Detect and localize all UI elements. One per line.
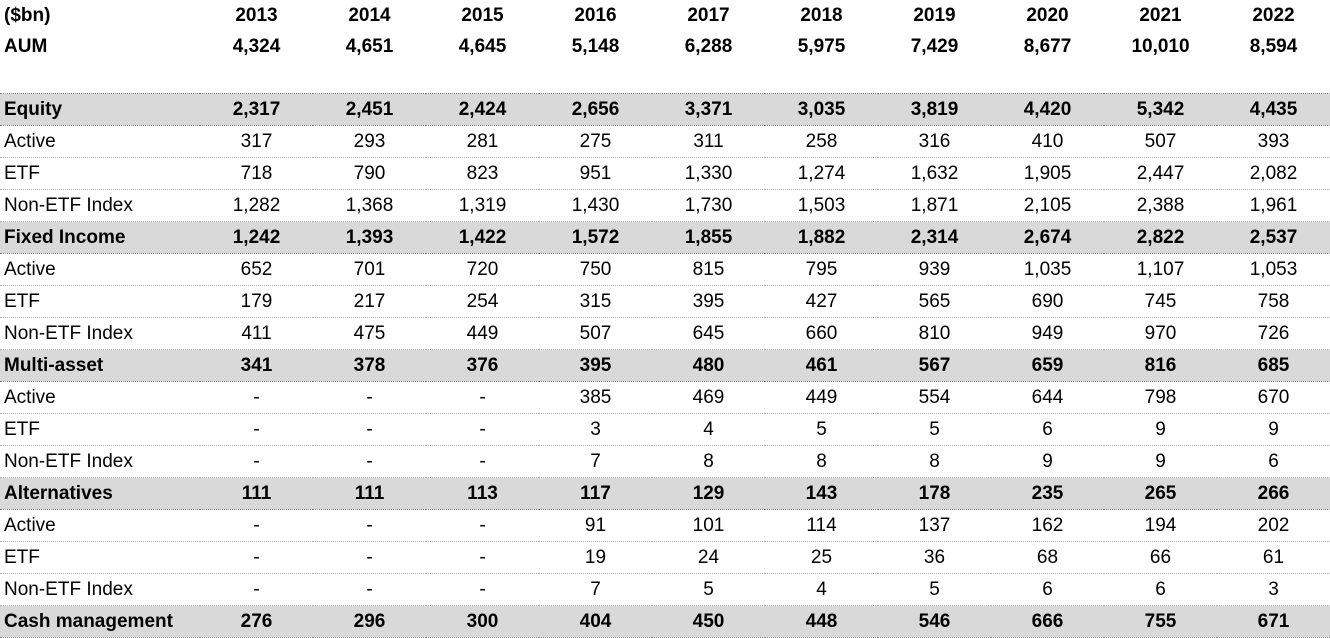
row-value: 449	[765, 382, 878, 414]
row-value: 815	[652, 254, 765, 286]
row-value: 162	[991, 510, 1104, 542]
row-value: 9	[1104, 446, 1217, 478]
row-value: 61	[1217, 542, 1330, 574]
row-value: 427	[765, 286, 878, 318]
row-value: 36	[878, 542, 991, 574]
spacer-cell	[0, 62, 1330, 94]
section-value: 341	[200, 350, 313, 382]
row-value: 5	[652, 574, 765, 606]
row-value: 951	[539, 158, 652, 190]
row-label: Active	[0, 126, 200, 158]
aum-value: 8,594	[1249, 35, 1298, 57]
section-value: 450	[652, 606, 765, 638]
row-value: 1,368	[313, 190, 426, 222]
row-value: 1,961	[1217, 190, 1330, 222]
section-value: 461	[765, 350, 878, 382]
row-label: ETF	[0, 542, 200, 574]
row-value: 507	[1104, 126, 1217, 158]
section-value: 666	[991, 606, 1104, 638]
year-header: 2013	[235, 4, 278, 26]
header-row	[0, 0, 1330, 31]
row-value: 179	[200, 286, 313, 318]
section-value: 3,035	[765, 94, 878, 126]
section-value: 2,424	[426, 94, 539, 126]
section-row	[0, 478, 1330, 510]
aum-row	[0, 31, 1330, 62]
row-value: 24	[652, 542, 765, 574]
row-value: 790	[313, 158, 426, 190]
section-value: 2,314	[878, 222, 991, 254]
aum-value: 4,651	[345, 35, 394, 57]
table-row	[0, 414, 1330, 446]
section-value: 1,882	[765, 222, 878, 254]
row-value: 1,430	[539, 190, 652, 222]
row-value: -	[200, 414, 313, 446]
row-value: -	[426, 382, 539, 414]
section-value: 1,422	[426, 222, 539, 254]
section-value: 296	[313, 606, 426, 638]
section-value: 276	[200, 606, 313, 638]
row-label: Non-ETF Index	[0, 446, 200, 478]
table-row	[0, 574, 1330, 606]
row-value: 469	[652, 382, 765, 414]
section-value: 546	[878, 606, 991, 638]
row-value: 293	[313, 126, 426, 158]
row-value: 66	[1104, 542, 1217, 574]
section-value: 671	[1217, 606, 1330, 638]
row-value: 798	[1104, 382, 1217, 414]
row-value: 6	[991, 574, 1104, 606]
row-value: 1,319	[426, 190, 539, 222]
row-value: 701	[313, 254, 426, 286]
row-value: 1,053	[1217, 254, 1330, 286]
section-value: 755	[1104, 606, 1217, 638]
row-value: 395	[652, 286, 765, 318]
row-value: 795	[765, 254, 878, 286]
row-value: 2,082	[1217, 158, 1330, 190]
row-value: 2,447	[1104, 158, 1217, 190]
row-value: 317	[200, 126, 313, 158]
section-value: 2,656	[539, 94, 652, 126]
row-value: 275	[539, 126, 652, 158]
row-value: -	[426, 542, 539, 574]
aum-value: 4,324	[232, 35, 281, 57]
section-value: 404	[539, 606, 652, 638]
row-value: 758	[1217, 286, 1330, 318]
row-value: -	[426, 414, 539, 446]
row-value: 565	[878, 286, 991, 318]
section-value: 685	[1217, 350, 1330, 382]
row-value: 258	[765, 126, 878, 158]
row-value: -	[313, 510, 426, 542]
aum-value: 8,677	[1023, 35, 1072, 57]
section-label: Alternatives	[0, 478, 200, 510]
row-value: 194	[1104, 510, 1217, 542]
section-value: 113	[426, 478, 539, 510]
row-value: -	[313, 446, 426, 478]
section-label: Multi-asset	[0, 350, 200, 382]
section-label: Equity	[0, 94, 200, 126]
table-row	[0, 382, 1330, 414]
year-header: 2021	[1139, 4, 1182, 26]
row-value: 7	[539, 574, 652, 606]
row-value: -	[313, 382, 426, 414]
table-row	[0, 542, 1330, 574]
row-value: 137	[878, 510, 991, 542]
row-value: 316	[878, 126, 991, 158]
section-value: 567	[878, 350, 991, 382]
row-value: 3	[1217, 574, 1330, 606]
section-value: 816	[1104, 350, 1217, 382]
year-header: 2017	[687, 4, 730, 26]
section-value: 3,819	[878, 94, 991, 126]
row-value: 2,388	[1104, 190, 1217, 222]
aum-value: 5,148	[571, 35, 620, 57]
row-value: 4	[765, 574, 878, 606]
aum-value: 6,288	[684, 35, 733, 57]
row-value: -	[200, 510, 313, 542]
aum-value: 7,429	[910, 35, 959, 57]
section-value: 2,317	[200, 94, 313, 126]
table-row	[0, 446, 1330, 478]
row-value: 823	[426, 158, 539, 190]
row-value: 4	[652, 414, 765, 446]
section-value: 178	[878, 478, 991, 510]
row-value: 8	[878, 446, 991, 478]
row-value: 393	[1217, 126, 1330, 158]
year-header: 2020	[1026, 4, 1069, 26]
row-value: 1,035	[991, 254, 1104, 286]
year-header: 2019	[913, 4, 956, 26]
row-value: -	[200, 542, 313, 574]
section-row	[0, 222, 1330, 254]
row-value: 507	[539, 318, 652, 350]
row-value: 1,905	[991, 158, 1104, 190]
row-value: 254	[426, 286, 539, 318]
row-value: 114	[765, 510, 878, 542]
row-value: 1,730	[652, 190, 765, 222]
row-value: 949	[991, 318, 1104, 350]
aum-value: 5,975	[797, 35, 846, 57]
row-value: 1,871	[878, 190, 991, 222]
section-row	[0, 350, 1330, 382]
table-row	[0, 190, 1330, 222]
year-header: 2016	[574, 4, 617, 26]
row-value: 1,107	[1104, 254, 1217, 286]
row-label: Active	[0, 510, 200, 542]
row-value: 411	[200, 318, 313, 350]
row-value: -	[200, 382, 313, 414]
section-value: 2,674	[991, 222, 1104, 254]
row-value: 9	[1217, 414, 1330, 446]
aum-value: 10,010	[1131, 35, 1190, 57]
row-value: 281	[426, 126, 539, 158]
section-value: 143	[765, 478, 878, 510]
row-value: -	[313, 414, 426, 446]
row-value: 660	[765, 318, 878, 350]
row-value: -	[200, 574, 313, 606]
row-value: 652	[200, 254, 313, 286]
row-value: 939	[878, 254, 991, 286]
section-value: 4,435	[1217, 94, 1330, 126]
row-label: Active	[0, 382, 200, 414]
row-value: 1,632	[878, 158, 991, 190]
row-value: 475	[313, 318, 426, 350]
section-value: 266	[1217, 478, 1330, 510]
section-value: 111	[200, 478, 313, 510]
row-label: Non-ETF Index	[0, 574, 200, 606]
row-value: 718	[200, 158, 313, 190]
section-value: 117	[539, 478, 652, 510]
table-row	[0, 286, 1330, 318]
row-value: 9	[1104, 414, 1217, 446]
year-header: 2018	[800, 4, 843, 26]
row-value: 726	[1217, 318, 1330, 350]
year-header: 2014	[348, 4, 391, 26]
row-value: 410	[991, 126, 1104, 158]
table-row	[0, 126, 1330, 158]
row-value: 750	[539, 254, 652, 286]
section-value: 1,572	[539, 222, 652, 254]
row-value: 7	[539, 446, 652, 478]
row-value: -	[313, 574, 426, 606]
section-value: 5,342	[1104, 94, 1217, 126]
row-value: 217	[313, 286, 426, 318]
spacer-row	[0, 62, 1330, 94]
table-row	[0, 318, 1330, 350]
section-value: 1,242	[200, 222, 313, 254]
row-value: 315	[539, 286, 652, 318]
section-value: 235	[991, 478, 1104, 510]
section-value: 659	[991, 350, 1104, 382]
section-value: 265	[1104, 478, 1217, 510]
section-label: Fixed Income	[0, 222, 200, 254]
table-row	[0, 254, 1330, 286]
row-value: 745	[1104, 286, 1217, 318]
row-value: 101	[652, 510, 765, 542]
row-value: 1,330	[652, 158, 765, 190]
section-value: 2,822	[1104, 222, 1217, 254]
row-label: ETF	[0, 286, 200, 318]
row-value: 6	[1104, 574, 1217, 606]
section-value: 1,393	[313, 222, 426, 254]
row-value: 9	[991, 446, 1104, 478]
row-value: 554	[878, 382, 991, 414]
section-value: 129	[652, 478, 765, 510]
section-value: 395	[539, 350, 652, 382]
row-value: -	[426, 446, 539, 478]
unit-label: ($bn)	[4, 4, 51, 26]
row-value: 385	[539, 382, 652, 414]
row-label: Non-ETF Index	[0, 190, 200, 222]
row-value: 1,282	[200, 190, 313, 222]
row-value: -	[426, 574, 539, 606]
section-value: 480	[652, 350, 765, 382]
row-value: 690	[991, 286, 1104, 318]
year-header: 2015	[461, 4, 504, 26]
row-value: 1,274	[765, 158, 878, 190]
row-value: 5	[878, 414, 991, 446]
row-value: 6	[1217, 446, 1330, 478]
row-value: 645	[652, 318, 765, 350]
aum-value: 4,645	[458, 35, 507, 57]
row-value: -	[200, 446, 313, 478]
row-value: 202	[1217, 510, 1330, 542]
row-value: 19	[539, 542, 652, 574]
row-value: 25	[765, 542, 878, 574]
section-value: 1,855	[652, 222, 765, 254]
section-value: 448	[765, 606, 878, 638]
section-value: 3,371	[652, 94, 765, 126]
row-label: ETF	[0, 414, 200, 446]
row-value: 8	[765, 446, 878, 478]
row-label: Active	[0, 254, 200, 286]
section-row	[0, 94, 1330, 126]
row-value: 810	[878, 318, 991, 350]
section-value: 111	[313, 478, 426, 510]
section-value: 2,537	[1217, 222, 1330, 254]
row-value: 5	[878, 574, 991, 606]
row-value: 6	[991, 414, 1104, 446]
row-value: 449	[426, 318, 539, 350]
row-value: 3	[539, 414, 652, 446]
section-value: 4,420	[991, 94, 1104, 126]
row-value: 68	[991, 542, 1104, 574]
row-value: 2,105	[991, 190, 1104, 222]
row-value: 5	[765, 414, 878, 446]
section-value: 300	[426, 606, 539, 638]
row-label: Non-ETF Index	[0, 318, 200, 350]
row-value: 1,503	[765, 190, 878, 222]
section-row	[0, 606, 1330, 638]
section-value: 378	[313, 350, 426, 382]
row-value: -	[313, 542, 426, 574]
row-value: 720	[426, 254, 539, 286]
row-value: 91	[539, 510, 652, 542]
row-value: 670	[1217, 382, 1330, 414]
table-row	[0, 510, 1330, 542]
section-label: Cash management	[0, 606, 200, 638]
table-row	[0, 158, 1330, 190]
row-value: -	[426, 510, 539, 542]
row-label: ETF	[0, 158, 200, 190]
row-value: 311	[652, 126, 765, 158]
section-value: 2,451	[313, 94, 426, 126]
aum-label: AUM	[4, 35, 48, 57]
year-header: 2022	[1252, 4, 1295, 26]
section-value: 376	[426, 350, 539, 382]
row-value: 8	[652, 446, 765, 478]
row-value: 644	[991, 382, 1104, 414]
row-value: 970	[1104, 318, 1217, 350]
